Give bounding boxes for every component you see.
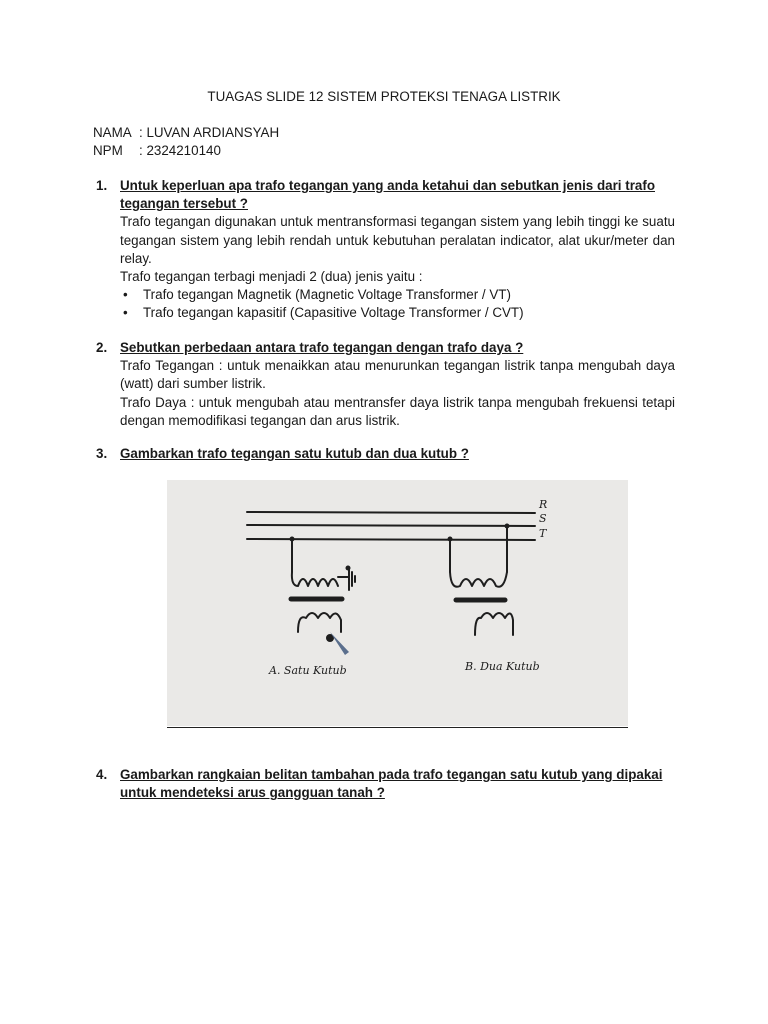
bullet-text: Trafo tegangan kapasitif (Capasitive Voltage Transformer / CVT) [143,305,524,321]
question-3 [93,445,675,463]
bullet-item [120,304,675,322]
caption-b: B. Dua Kutub [465,660,540,673]
answer-paragraph: Trafo tegangan digunakan untuk mentransformasi tegangan sistem yang lebih tinggi ke suatu tegangan sistem yang lebih rendah untuk kebutuhan peralatan indicator, alat ukur/meter dan relay. [120,214,675,266]
bullet-icon: • [123,287,128,303]
figure-underline [167,727,628,728]
question-number: 4. [96,767,108,782]
name-value: : LUVAN ARDIANSYAH [139,125,280,140]
question-number: 2. [96,340,108,355]
transformer-sketch [167,480,628,726]
bullet-item [120,286,675,304]
transformer-drawing [167,480,628,726]
answer-paragraph: Trafo Tegangan : untuk menaikkan atau menurunkan tegangan listrik tanpa mengubah daya (watt) dari sumber listrik. [120,358,675,392]
bullet-text: Trafo tegangan Magnetik (Magnetic Voltage Transformer / VT) [143,287,511,303]
bullet-icon: • [123,305,128,321]
busbar-r [247,512,535,513]
secondary-coil-a [298,613,341,632]
question-1 [93,177,675,323]
answer-paragraph: Trafo tegangan terbagi menjadi 2 (dua) jenis yaitu : [120,269,423,285]
primary-coil-b [450,572,507,587]
question-text: Sebutkan perbedaan antara trafo tegangan dengan trafo daya ? [120,340,524,355]
question-text: Untuk keperluan apa trafo tegangan yang anda ketahui dan sebutkan jenis dari trafo tegangan tersebut ? [120,178,655,212]
document-title: TUAGAS SLIDE 12 SISTEM PROTEKSI TENAGA LISTRIK [207,89,561,104]
answer-paragraph: Trafo Daya : untuk mengubah atau mentransfer daya listrik tanpa mengubah frekuensi tetapi dengan memodifikasi tegangan dan arus listrik. [120,394,675,428]
question-text: Gambarkan trafo tegangan satu kutub dan dua kutub ? [120,446,469,461]
secondary-coil-b [475,613,513,635]
caption-a: A. Satu Kutub [269,664,347,677]
question-4 [93,766,675,802]
name-row [93,124,279,142]
question-number: 1. [96,178,108,193]
question-number: 3. [96,446,108,461]
busbar-s [247,525,535,526]
question-text: Gambarkan rangkaian belitan tambahan pada trafo tegangan satu kutub yang dipakai untuk mendeteksi arus gangguan tanah ? [120,767,663,801]
name-label: NAMA [93,125,132,140]
pen-image [330,632,349,655]
phase-label-t: T [539,527,547,540]
primary-coil-a [292,572,338,586]
bullet-list [120,286,675,322]
phase-label-s: S [539,512,547,525]
npm-row [93,142,221,160]
npm-label: NPM [93,143,123,158]
phase-label-r: R [539,498,548,511]
npm-value: : 2324210140 [139,143,221,158]
question-2 [93,339,675,430]
